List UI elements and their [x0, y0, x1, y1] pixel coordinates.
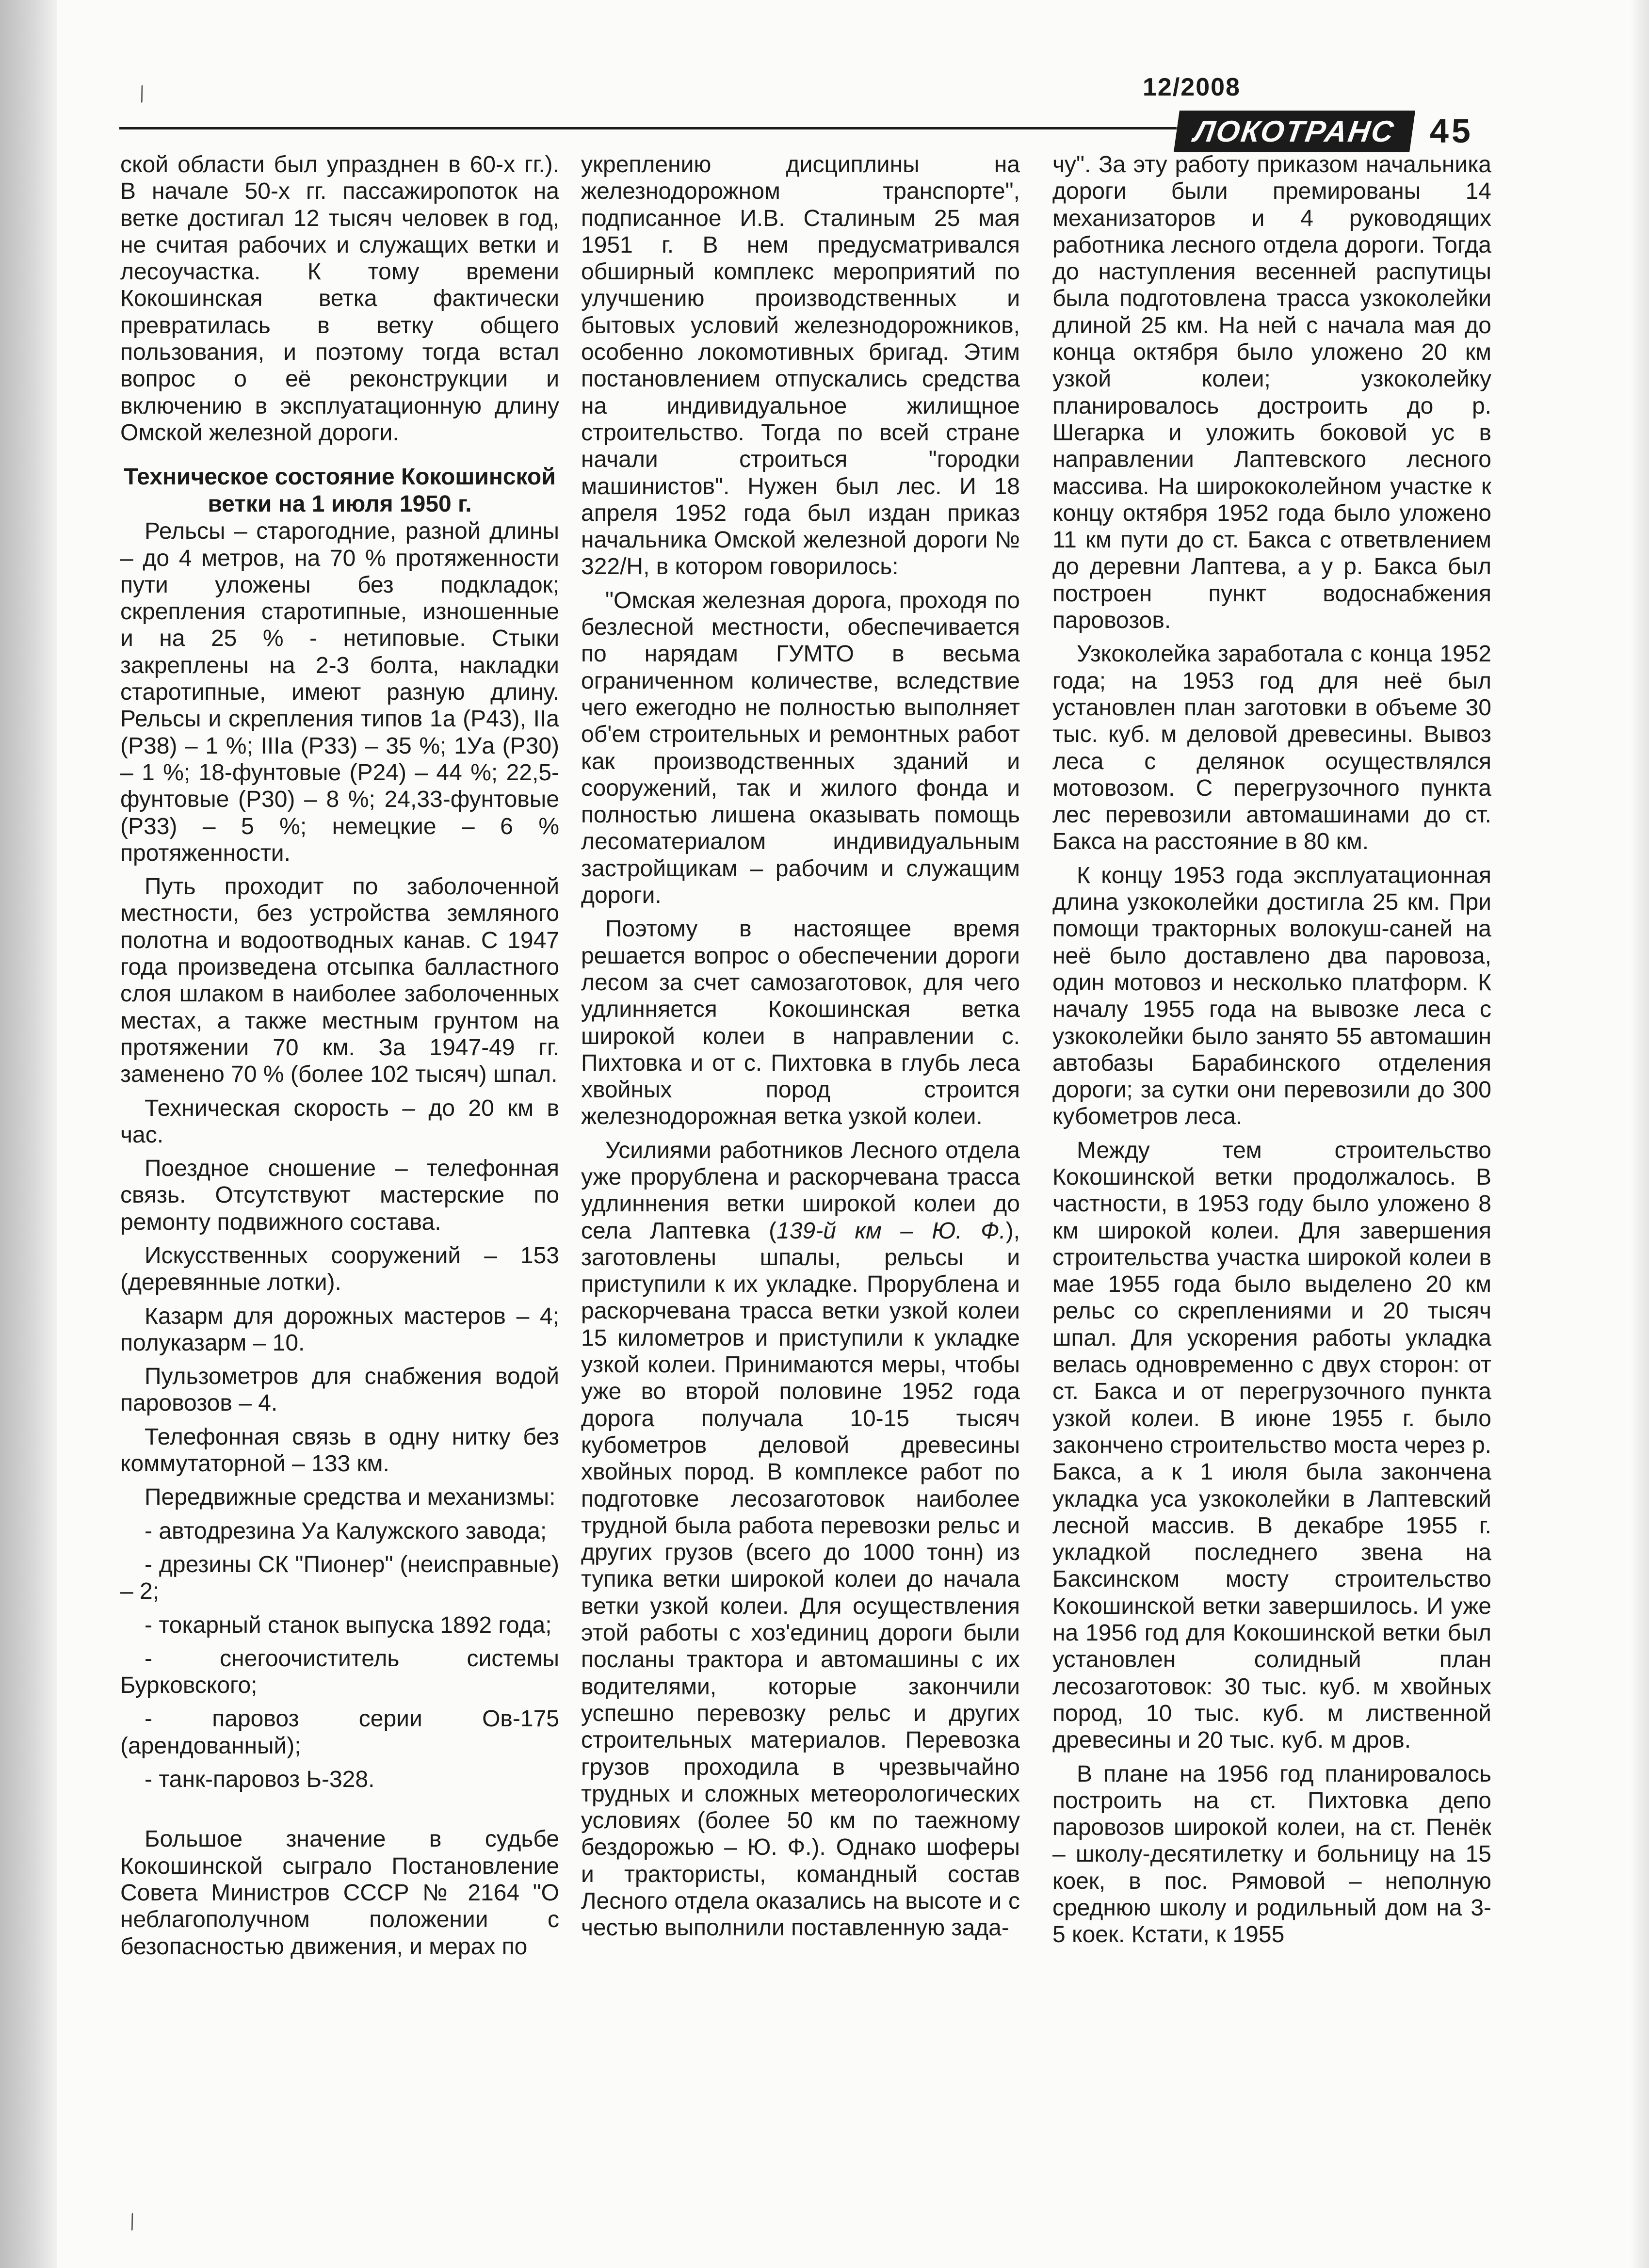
- quote-paragraph: Поэтому в настоящее время решается вопрос о обеспечении дороги лесом за счет самозаготовок, для чего удлинняется Кокошинская ветка широкой колеи в направлении с. Пихтовка и от с. Пихтовка в глубь леса хвойных пород строится железнодорожная ветка узкой колеи.: [581, 916, 1020, 1130]
- paragraph: Между тем строительство Кокошинской ветки продолжалось. В частности, в 1953 году было уложено 8 км широкой колеи. Для завершения строительства участка широкой колеи в мае 1955 года было выделено 20 км рельс со скреплениями и 20 тысяч шпал. Для ускорения работы укладка велась одновременно с двух сторон: от ст. Бакса и от перегрузочного пункта узкой колеи. В июне 1955 г. было закончено строительство моста через р. Бакса, а к 1 июля была закончена укладка уса узкоколейки в Лаптевский лесной массив. В декабре 1955 г. укладкой последнего звена на Баксинском мосту строительство Кокошинской ветки завершилось. И уже на 1956 год для Кокошинской ветки был установлен солидный план лесозаготовок: 30 тыс. куб. м хвойных пород, 10 тыс. куб. м лиственной древесины и 20 тыс. куб. м дров.: [1052, 1137, 1491, 1753]
- list-item: - снегоочиститель системы Бурковского;: [120, 1645, 559, 1699]
- list-item: - дрезины СК "Пионер" (неисправные) – 2;: [120, 1551, 559, 1605]
- paragraph: Казарм для дорожных мастеров – 4; полуказарм – 10.: [120, 1303, 559, 1356]
- paragraph: Рельсы – старогодние, разной длины – до 4 метров, на 70 % протяженности пути уложены без подкладок; скрепления старотипные, изношенные и на 25 % - нетиповые. Стыки закреплены на 2-3 болта, накладки старотипные, имеют разную длину. Рельсы и скрепления типов 1а (Р43), IIа (Р38) – 1 %; IIIа (Р33) – 35 %; 1Уа (Р30) – 1 %; 18-фунтовые (Р24) – 44 %; 22,5-фунтовые (Р30) – 8 %; 24,33-фунтовые (Р33) – 5 %; немецкие – 6 % протяженности.: [120, 518, 559, 866]
- paragraph: ской области был упразднен в 60-х гг.). В начале 50-х гг. пассажиропоток на ветке достигал 12 тысяч человек в год, не считая рабочих и служащих ветки и лесоучастка. К тому времени Кокошинская ветка фактически превратилась в ветку общего пользования, и поэтому тогда встал вопрос о её реконструкции и включению в эксплуатационную длину Омской железной дороги.: [120, 152, 559, 446]
- scan-mark: ⁄: [125, 2212, 140, 2233]
- paragraph: Передвижные средства и механизмы:: [145, 1484, 556, 1511]
- paragraph: Большое значение в судьбе Кокошинской сыграло Постановление Совета Министров СССР № 2164 "О неблагополучном положении с безопасностью движения, и мерах по: [120, 1826, 559, 1960]
- article-column-1: [120, 151, 559, 2164]
- list-item: - токарный станок выпуска 1892 года;: [145, 1612, 552, 1638]
- paragraph: Поездное сношение – телефонная связь. Отсутствуют мастерские по ремонту подвижного состава.: [120, 1156, 559, 1235]
- scan-mark: ⁄: [135, 84, 149, 105]
- paragraph: [581, 1137, 1020, 1942]
- paragraph-text: ), заготовлены шпалы, рельсы и приступили к их укладке. Прорублена и раскорчевана трасса ветки узкой колеи 15 километров и приступили к укладке узкой колеи. Принимаются меры, чтобы уже во второй половине 1952 года дорога получала 10-15 тысяч кубометров деловой древесины хвойных пород. В комплексе работ по подготовке лесозаготовок наиболее трудной была работа перевозки рельс и других грузов (всего до 1000 тонн) из тупика ветки широкой колеи до начала ветки узкой колеи. Для осуществления этой работы с хоз'единиц дороги были посланы трактора и автомашины с их водителями, которые закончили успешно перевозку рельс и других строительных материалов. Перевозка грузов проходила в чрезвычайно трудных и сложных метеорологических условиях (более 50 км по таежному бездорожью – Ю. Ф.). Однако шоферы и трактористы, командный состав Лесного отдела оказались на высоте и с честью выполнили поставленную зада-: [581, 1218, 1020, 1941]
- paragraph: В плане на 1956 год планировалось построить на ст. Пихтовка депо паровозов широкой колеи, на ст. Пенёк – школу-десятилетку и больницу на 15 коек, в пос. Рямовой – неполную среднюю школу и родильный дом на 3-5 коек. Кстати, к 1955: [1052, 1761, 1491, 1948]
- paragraph: Искусственных сооружений – 153 (деревянные лотки).: [120, 1242, 559, 1296]
- page-number: 45: [1430, 112, 1473, 150]
- paragraph: Узкоколейка заработала с конца 1952 года; на 1953 год для неё был установлен план заготовки в объеме 30 тыс. куб. м деловой древесины. Вывоз леса с делянок осуществлялся мотовозом. С перегрузочного пункта лес перевозили автомашинами до ст. Бакса на расстояние в 80 км.: [1052, 641, 1491, 855]
- section-heading: Техническое состояние Кокошинской ветки на 1 июля 1950 г.: [124, 464, 556, 517]
- paragraph: чу". За эту работу приказом начальника дороги были премированы 14 механизаторов и 4 руководящих работника лесного отдела дороги. Тогда до наступления весенней распутицы была подготовлена трасса узкоколейки длиной 25 км. На ней с начала мая до конца октября было уложено 20 км узкой колеи; узкоколейку планировалось достроить до р. Шегарка и уложить боковой ус в направлении Лаптевского лесного массива. На ширококолейном участке к концу октября 1952 года было уложено 11 км пути до ст. Бакса с ответвлением до деревни Лаптева, а у р. Бакса был построен пункт водоснабжения паровозов.: [1052, 152, 1491, 634]
- paragraph: Путь проходит по заболоченной местности, без устройства земляного полотна и водоотводных канав. С 1947 года произведена отсыпка балластного слоя шлаком в наиболее заболоченных местах, а также местным грунтом на протяжении 70 км. За 1947-49 гг. заменено 70 % (более 102 тысяч) шпал.: [120, 874, 559, 1088]
- header-rule: [119, 127, 1177, 129]
- magazine-logo: ЛОКОТРАНС: [1174, 111, 1415, 152]
- paragraph-text: Усилиями работников Лесного отдела уже прорублена и раскорчевана трасса удлиннения ветки широкой колеи до села Лаптевка (: [581, 1137, 1020, 1244]
- paragraph: Телефонная связь в одну нитку без коммутаторной – 133 км.: [120, 1424, 559, 1477]
- paragraph: Пульзометров для снабжения водой паровозов – 4.: [120, 1364, 559, 1416]
- list-item: - танк-паровоз Ь-328.: [145, 1767, 375, 1793]
- list-item: - паровоз серии Ов-175 (арендованный);: [120, 1706, 559, 1759]
- quote-paragraph: "Омская железная дорога, проходя по безлесной местности, обеспечивается по нарядам ГУМТО в весьма ограниченном количестве, вследствие чего ежегодно не полностью выполняет об'ем строительных и ремонтных работ как производственных зданий и сооружений, так и жилого фонда и полностью лишена оказывать помощь лесоматериалом индивидуальным застройщикам – рабочим и служащим дороги.: [581, 587, 1020, 909]
- editor-note: 139-й км – Ю. Ф.: [776, 1218, 1006, 1244]
- issue-date: 12/2008: [1143, 73, 1241, 101]
- scan-left-shadow: [0, 0, 57, 2268]
- scan-right-shadow: [1630, 0, 1649, 2268]
- article-column-3: [1052, 151, 1491, 2164]
- list-item: - автодрезина Уа Калужского завода;: [145, 1518, 547, 1544]
- paragraph: укреплению дисциплины на железнодорожном транспорте", подписанное И.В. Сталиным 25 мая 1951 г. В нем предусматривался обширный комплекс мероприятий по улучшению производственных и бытовых условий железнодорожников, особенно локомотивных бригад. Этим постановлением отпускались средства на индивидуальное жилищное строительство. Тогда по всей стране начали строиться "городки машинистов". Нужен был лес. И 18 апреля 1952 года был издан приказ начальника Омской железной дороги № 322/Н, в котором говорилось:: [581, 152, 1020, 580]
- paragraph: К концу 1953 года эксплуатационная длина узкоколейки достигла 25 км. При помощи тракторных волокуш-саней на неё было доставлено два паровоза, один мотовоз и несколько платформ. К началу 1955 года на вывозке леса с узкоколейки было занято 55 автомашин автобазы Барабинского отделения дороги; за сутки они перевозили до 300 кубометров леса.: [1052, 862, 1491, 1130]
- paragraph: Техническая скорость – до 20 км в час.: [120, 1095, 559, 1148]
- article-column-2: [581, 151, 1020, 2164]
